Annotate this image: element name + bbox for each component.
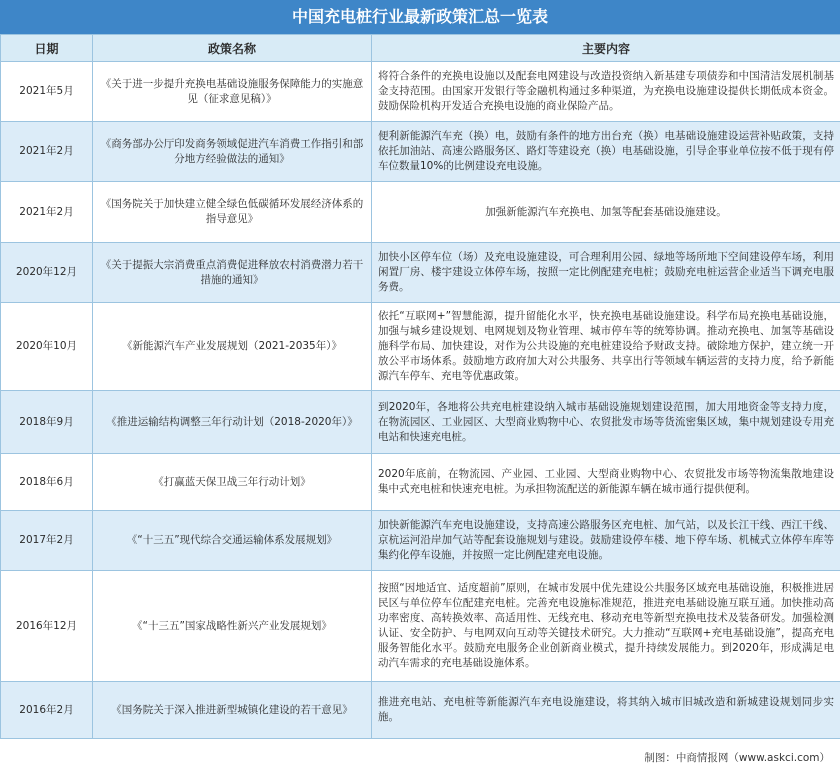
header-policy-name: 政策名称 [93, 35, 372, 62]
row-date: 2021年5月 [1, 62, 93, 122]
row-content: 依托“互联网+”智慧能源，提升留能化水平，快充换电基础设施建设。科学布局充换电基础设施，加强与城乡建设规划、电网规划及物业管理、城市停车等的统筹协调。推动充换电、加氢等基础设施科学布局、加快建设，对作为公共设施的充电桩建设给予财政支持。破除地方保护，建立统一开放公平市场体系。鼓励地方政府加大对公共服务、共享出行等领域车辆运营的支持力度，给予新能源汽车停车、充电等优惠政策。 [372, 303, 840, 391]
row-policy-name: 《推进运输结构调整三年行动计划（2018-2020年）》 [93, 391, 372, 454]
table-row [1, 391, 840, 454]
row-date: 2018年6月 [1, 454, 93, 511]
row-policy-name: 《商务部办公厅印发商务领域促进汽车消费工作指引和部分地方经验做法的通知》 [93, 122, 372, 182]
row-content: 加强新能源汽车充换电、加氢等配套基础设施建设。 [372, 182, 840, 243]
row-date: 2020年12月 [1, 243, 93, 303]
row-date: 2021年2月 [1, 122, 93, 182]
table-row [1, 571, 840, 682]
row-policy-name: 《“十三五”现代综合交通运输体系发展规划》 [93, 511, 372, 571]
row-content: 将符合条件的充换电设施以及配套电网建设与改造投资纳入新基建专项债券和中国清洁发展机制基金支持范围。由国家开发银行等金融机构通过多种渠道，为充换电设施建设提供长期低成本资金。鼓励保险机构开发适合充换电设施的商业保险产品。 [372, 62, 840, 122]
row-policy-name: 《打赢蓝天保卫战三年行动计划》 [93, 454, 372, 511]
table-header-row [1, 35, 840, 62]
table-row [1, 454, 840, 511]
row-content: 加快小区停车位（场）及充电设施建设，可合理利用公园、绿地等场所地下空间建设停车场，利用闲置厂房、楼宇建设立体停车场，按照一定比例配建充电桩；鼓励充电桩运营企业适当下调充电服务费。 [372, 243, 840, 303]
row-content: 推进充电站、充电桩等新能源汽车充电设施建设，将其纳入城市旧城改造和新城建设规划同步实施。 [372, 682, 840, 739]
table-row [1, 243, 840, 303]
table-row [1, 122, 840, 182]
row-content: 加快新能源汽车充电设施建设，支持高速公路服务区充电桩、加气站，以及长江干线、西江干线、京杭运河沿岸加气站等配套设施规划与建设。鼓励建设停车楼、地下停车场、机械式立体停车库等集约化停车设施，并按照一定比例配建充电设施。 [372, 511, 840, 571]
row-date: 2017年2月 [1, 511, 93, 571]
row-policy-name: 《新能源汽车产业发展规划（2021-2035年）》 [93, 303, 372, 391]
table-row [1, 182, 840, 243]
table-row [1, 511, 840, 571]
row-policy-name: 《关于进一步提升充换电基础设施服务保障能力的实施意见（征求意见稿）》 [93, 62, 372, 122]
row-date: 2018年9月 [1, 391, 93, 454]
row-policy-name: 《国务院关于加快建立健全绿色低碳循环发展经济体系的指导意见》 [93, 182, 372, 243]
row-date: 2021年2月 [1, 182, 93, 243]
row-policy-name: 《国务院关于深入推进新型城镇化建设的若干意见》 [93, 682, 372, 739]
policy-table [0, 34, 840, 739]
row-date: 2016年12月 [1, 571, 93, 682]
row-date: 2016年2月 [1, 682, 93, 739]
table-row [1, 682, 840, 739]
row-date: 2020年10月 [1, 303, 93, 391]
row-policy-name: 《“十三五”国家战略性新兴产业发展规划》 [93, 571, 372, 682]
table-row [1, 303, 840, 391]
header-content: 主要内容 [372, 35, 840, 62]
row-content: 便利新能源汽车充（换）电，鼓励有条件的地方出台充（换）电基础设施建设运营补贴政策，支持依托加油站、高速公路服务区、路灯等建设充（换）电基础设施，引导企事业单位按不低于现有停车位数量10%的比例建设充电设施。 [372, 122, 840, 182]
table-row [1, 62, 840, 122]
row-policy-name: 《关于提振大宗消费重点消费促进释放农村消费潜力若干措施的通知》 [93, 243, 372, 303]
row-content: 到2020年，各地将公共充电桩建设纳入城市基础设施规划建设范围，加大用地资金等支持力度，在物流园区、工业园区、大型商业购物中心、农贸批发市场等货流密集区域，集中规划建设专用充电站和快速充电桩。 [372, 391, 840, 454]
row-content: 2020年底前，在物流园、产业园、工业园、大型商业购物中心、农贸批发市场等物流集散地建设集中式充电桩和快速充电桩。为承担物流配送的新能源车辆在城市通行提供便利。 [372, 454, 840, 511]
page-title: 中国充电桩行业最新政策汇总一览表 [0, 0, 840, 34]
header-date: 日期 [1, 35, 93, 62]
source-credit: 制图：中商情报网（www.askci.com） [644, 752, 830, 764]
row-content: 按照“因地适宜、适度超前”原则，在城市发展中优先建设公共服务区域充电基础设施，积极推进居民区与单位停车位配建充电桩。完善充电设施标准规范，推进充电基础设施互联互通。加快推动高功率密度、高转换效率、高适用性、无线充电、移动充电等新型充换电技术及装备研发。加强检测认证、安全防护、与电网双向互动等关键技术研究。大力推动“互联网+充电基础设施”，提高充电服务智能化水平。鼓励充电服务企业创新商业模式，提升持续发展能力。到2020年，形成满足电动汽车需求的充电基础设施体系。 [372, 571, 840, 682]
